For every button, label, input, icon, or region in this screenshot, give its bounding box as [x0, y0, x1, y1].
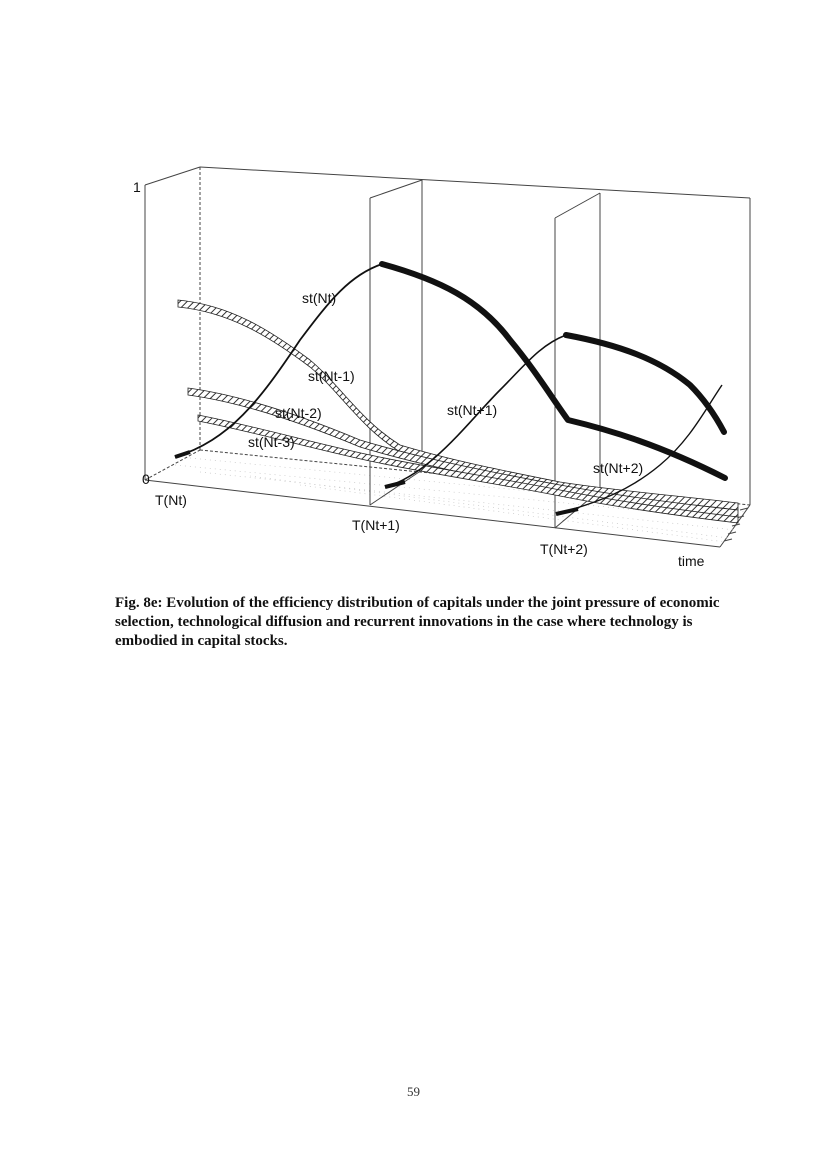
box-frame — [145, 167, 750, 547]
curve-start-stub-3 — [556, 509, 578, 514]
figure-caption: Fig. 8e: Evolution of the efficiency distribution of capitals under the joint pressure of economic selection, technological diffusion and recurrent innovations in the case where technology is embodied in capital stocks. — [115, 595, 720, 649]
curve-start-stub-1 — [175, 452, 190, 457]
series-label-st-nt: st(Nt) — [302, 290, 337, 306]
series-label-st-nt1: st(Nt+1) — [447, 402, 498, 418]
plane-t-nt2 — [555, 193, 600, 528]
curve-st-nt-rise — [175, 264, 382, 457]
series-label-st-nt-1: st(Nt-1) — [308, 368, 355, 384]
series-label-st-nt2: st(Nt+2) — [593, 460, 644, 476]
curve-start-stub-2 — [385, 482, 405, 487]
x-tick-t-nt1: T(Nt+1) — [352, 517, 400, 533]
page-number: 59 — [407, 1084, 420, 1099]
y-axis-zero-label: 0 — [142, 471, 150, 487]
series-label-st-nt-2: st(Nt-2) — [275, 405, 322, 421]
x-axis-label: time — [678, 553, 705, 569]
series-label-st-nt-3: st(Nt-3) — [248, 434, 295, 450]
x-tick-t-nt2: T(Nt+2) — [540, 541, 588, 557]
y-axis-top-label: 1 — [133, 179, 141, 195]
x-tick-t-nt: T(Nt) — [155, 492, 187, 508]
